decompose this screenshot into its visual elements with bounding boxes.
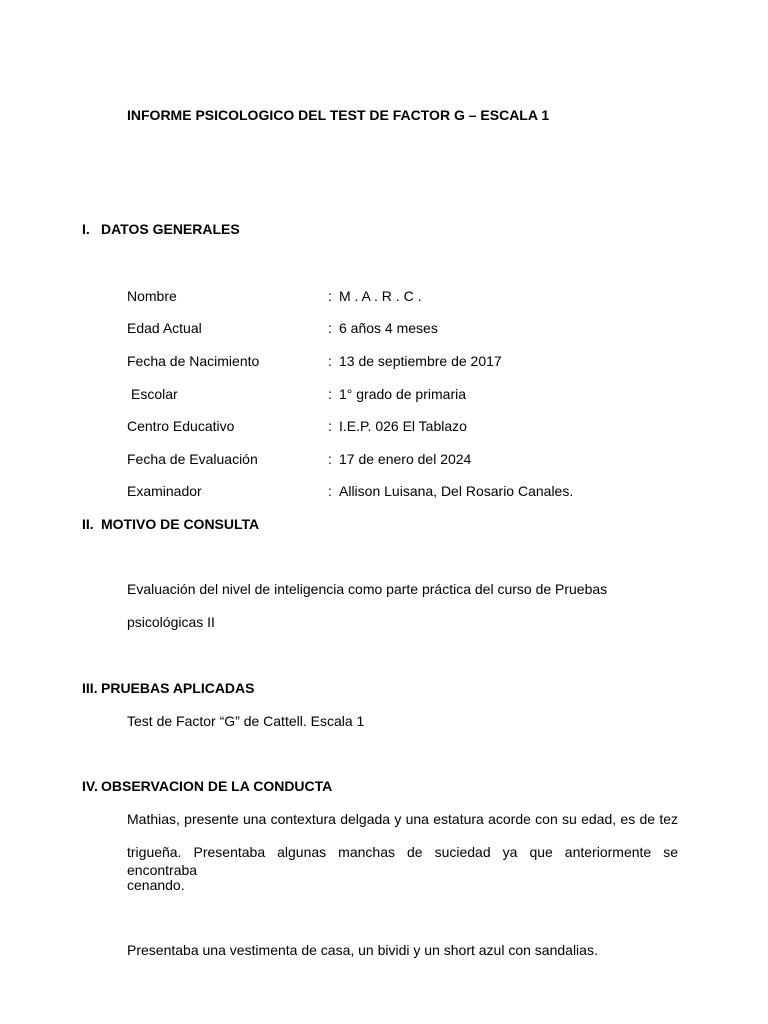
field-separator: :	[328, 353, 332, 369]
field-label: Nombre	[127, 288, 177, 304]
field-label: Centro Educativo	[127, 418, 235, 434]
section-title-observacion: OBSERVACION DE LA CONDUCTA	[101, 778, 333, 794]
section-number-iv: IV.	[82, 778, 98, 794]
field-separator: :	[328, 288, 332, 304]
field-value: 13 de septiembre de 2017	[339, 353, 502, 369]
field-value: 1° grado de primaria	[339, 386, 466, 402]
field-value: M . A . R . C .	[339, 288, 422, 304]
section-title-datos-generales: DATOS GENERALES	[101, 221, 240, 237]
section-number-iii: III.	[82, 680, 98, 696]
observacion-text-line: cenando.	[127, 877, 185, 893]
pruebas-text: Test de Factor “G” de Cattell. Escala 1	[127, 713, 365, 729]
observacion-text-line: Mathias, presente una contextura delgada y una estatura acorde con su edad, es de tez	[127, 811, 678, 827]
field-label: Edad Actual	[127, 320, 202, 336]
field-value: I.E.P. 026 El Tablazo	[339, 418, 467, 434]
section-title-motivo: MOTIVO DE CONSULTA	[101, 516, 260, 532]
field-value: 6 años 4 meses	[339, 320, 438, 336]
field-label: Fecha de Nacimiento	[127, 353, 260, 369]
motivo-text-line: Evaluación del nivel de inteligencia como parte práctica del curso de Pruebas	[127, 581, 608, 597]
field-value: 17 de enero del 2024	[339, 451, 472, 467]
field-label: Escolar	[131, 386, 178, 402]
observacion-text-line: Presentaba una vestimenta de casa, un bividi y un short azul con sandalias.	[127, 942, 598, 958]
field-label: Examinador	[127, 483, 202, 499]
document-title: INFORME PSICOLOGICO DEL TEST DE FACTOR G – ESCALA 1	[127, 107, 550, 123]
section-title-pruebas: PRUEBAS APLICADAS	[101, 680, 255, 696]
field-separator: :	[328, 418, 332, 434]
section-number-i: I.	[82, 221, 90, 237]
observacion-text-line: trigueña. Presentaba algunas manchas de suciedad ya que anteriormente se encontraba	[127, 844, 678, 878]
field-separator: :	[328, 386, 332, 402]
field-label: Fecha de Evaluación	[127, 451, 258, 467]
section-number-ii: II.	[82, 516, 94, 532]
field-value: Allison Luisana, Del Rosario Canales.	[339, 483, 574, 499]
motivo-text-line: psicológicas II	[127, 614, 215, 630]
field-separator: :	[328, 451, 332, 467]
field-separator: :	[328, 483, 332, 499]
field-separator: :	[328, 320, 332, 336]
